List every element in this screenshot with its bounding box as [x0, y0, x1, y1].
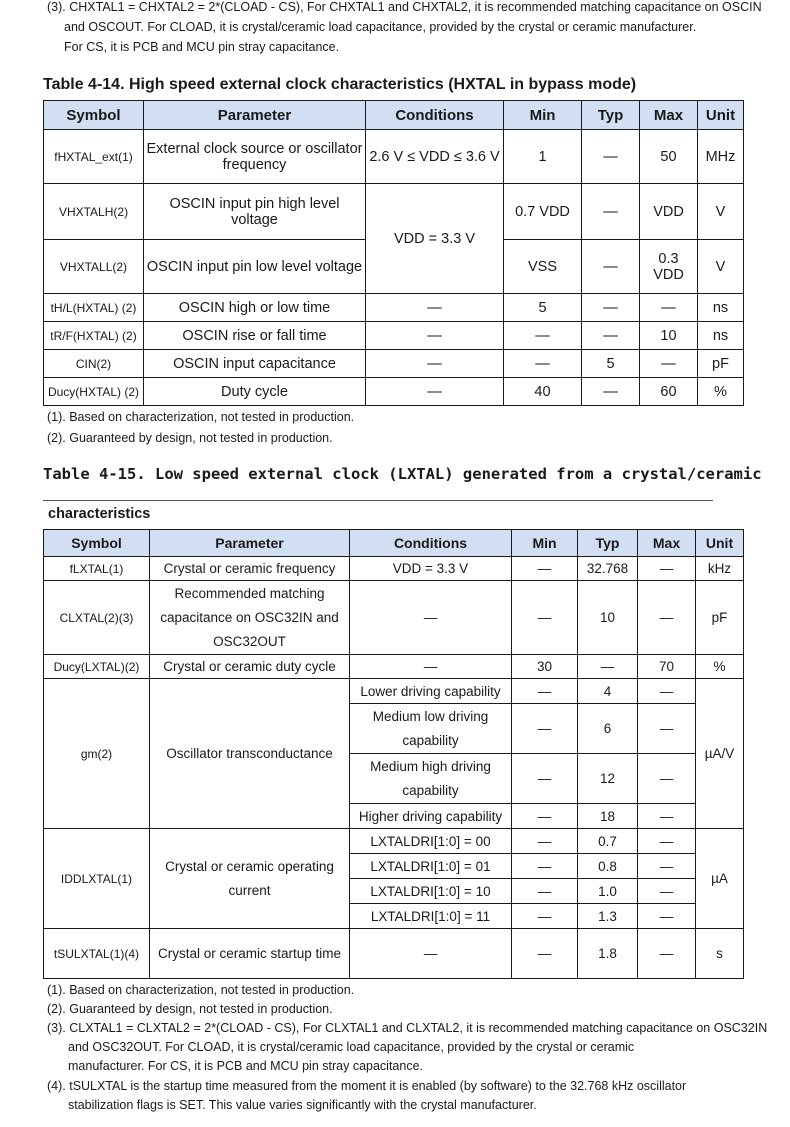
cell-conditions: —	[366, 322, 504, 350]
table-row	[44, 557, 744, 581]
cell-typ: 0.7	[578, 829, 638, 854]
cell-typ: 1.8	[578, 929, 638, 979]
cell-unit: ns	[698, 294, 744, 322]
table-header-row	[44, 530, 744, 557]
cell-parameter: External clock source or oscillator frequency	[144, 130, 366, 184]
header-symbol: Symbol	[44, 101, 144, 130]
cell-max: —	[638, 904, 696, 929]
cell-conditions: VDD = 3.3 V	[350, 557, 512, 581]
cell-min: —	[512, 879, 578, 904]
table-row	[44, 378, 744, 406]
header-max: Max	[640, 101, 698, 130]
cell-min: —	[512, 754, 578, 804]
cell-min: 5	[504, 294, 582, 322]
cell-min: 0.7 VDD	[504, 184, 582, 240]
cell-unit: %	[696, 655, 744, 679]
divider	[43, 500, 713, 501]
cell-symbol: VHXTALL(2)	[44, 240, 144, 294]
cell-min: —	[512, 854, 578, 879]
cell-conditions: LXTALDRI[1:0] = 11	[350, 904, 512, 929]
cell-typ: 1.0	[578, 879, 638, 904]
header-min: Min	[504, 101, 582, 130]
table-row	[44, 679, 744, 704]
table-14-note-2: (2). Guaranteed by design, not tested in production.	[47, 431, 333, 445]
cell-typ: 12	[578, 754, 638, 804]
cell-max: 0.3 VDD	[640, 240, 698, 294]
cell-min: —	[512, 679, 578, 704]
cell-max: —	[638, 581, 696, 655]
cell-min: —	[512, 704, 578, 754]
cell-parameter: OSCIN input pin high level voltage	[144, 184, 366, 240]
table-row	[44, 294, 744, 322]
cell-unit: µA/V	[696, 679, 744, 829]
cell-min: VSS	[504, 240, 582, 294]
cell-min: —	[512, 904, 578, 929]
cell-conditions: —	[366, 378, 504, 406]
cell-unit: ns	[698, 322, 744, 350]
header-min: Min	[512, 530, 578, 557]
cell-symbol: gm(2)	[44, 679, 150, 829]
cell-conditions: LXTALDRI[1:0] = 10	[350, 879, 512, 904]
cell-unit: V	[698, 240, 744, 294]
cell-max: —	[638, 879, 696, 904]
cell-max: 70	[638, 655, 696, 679]
table-15-note-4: (4). tSULXTAL is the startup time measured from the moment it is enabled (by software) to the 32.768 kHz oscillator	[47, 1079, 687, 1093]
cell-parameter: Crystal or ceramic duty cycle	[150, 655, 350, 679]
cell-max: VDD	[640, 184, 698, 240]
cell-min: —	[512, 557, 578, 581]
table-row	[44, 829, 744, 854]
cell-conditions: —	[366, 294, 504, 322]
table-15-title-cont: characteristics	[48, 506, 151, 522]
cell-unit: pF	[698, 350, 744, 378]
cell-conditions: Lower driving capability	[350, 679, 512, 704]
cell-max: —	[640, 294, 698, 322]
cell-min: —	[504, 350, 582, 378]
table-15-note-2: (2). Guaranteed by design, not tested in production.	[47, 1002, 333, 1016]
cell-max: —	[638, 829, 696, 854]
cell-conditions: —	[350, 655, 512, 679]
cell-max: —	[638, 804, 696, 829]
cell-unit: pF	[696, 581, 744, 655]
cell-min: —	[512, 581, 578, 655]
header-conditions: Conditions	[350, 530, 512, 557]
table-14-note-1: (1). Based on characterization, not tested in production.	[47, 410, 355, 424]
cell-unit: µA	[696, 829, 744, 929]
cell-symbol: fHXTAL_ext(1)	[44, 130, 144, 184]
cell-parameter: OSCIN high or low time	[144, 294, 366, 322]
cell-typ: 1.3	[578, 904, 638, 929]
table-15-note-1: (1). Based on characterization, not tested in production.	[47, 983, 355, 997]
cell-typ: —	[582, 240, 640, 294]
cell-conditions: LXTALDRI[1:0] = 01	[350, 854, 512, 879]
cell-max: 10	[640, 322, 698, 350]
cell-max: —	[638, 679, 696, 704]
cell-conditions: Medium low driving capability	[350, 704, 512, 754]
cell-symbol: fLXTAL(1)	[44, 557, 150, 581]
cell-min: —	[512, 929, 578, 979]
table-14-title: Table 4-14. High speed external clock characteristics (HXTAL in bypass mode)	[43, 76, 637, 93]
header-unit: Unit	[696, 530, 744, 557]
cell-typ: —	[582, 184, 640, 240]
header-parameter: Parameter	[144, 101, 366, 130]
header-parameter: Parameter	[150, 530, 350, 557]
cell-parameter: Crystal or ceramic startup time	[150, 929, 350, 979]
cell-unit: V	[698, 184, 744, 240]
cell-symbol: IDDLXTAL(1)	[44, 829, 150, 929]
table-15-note-4-cont: stabilization flags is SET. This value varies significantly with the crystal manufacturer.	[68, 1098, 537, 1112]
cell-min: —	[512, 804, 578, 829]
table-15-note-3: (3). CLXTAL1 = CLXTAL2 = 2*(CLOAD - CS), For CLXTAL1 and CLXTAL2, it is recommended matching capacitance on OSC32IN	[47, 1021, 768, 1035]
header-typ: Typ	[578, 530, 638, 557]
cell-typ: 32.768	[578, 557, 638, 581]
header-unit: Unit	[698, 101, 744, 130]
header-symbol: Symbol	[44, 530, 150, 557]
cell-conditions: —	[350, 929, 512, 979]
cell-typ: 0.8	[578, 854, 638, 879]
cell-conditions: Medium high driving capability	[350, 754, 512, 804]
note-3-line2: and OSCOUT. For CLOAD, it is crystal/ceramic load capacitance, provided by the crystal or ceramic manufacturer.	[64, 20, 697, 34]
cell-symbol: tR/F(HXTAL) (2)	[44, 322, 144, 350]
cell-symbol: tSULXTAL(1)(4)	[44, 929, 150, 979]
cell-parameter: OSCIN rise or fall time	[144, 322, 366, 350]
cell-unit: %	[698, 378, 744, 406]
cell-min: —	[504, 322, 582, 350]
cell-max: —	[638, 754, 696, 804]
cell-typ: 4	[578, 679, 638, 704]
header-conditions: Conditions	[366, 101, 504, 130]
cell-symbol: VHXTALH(2)	[44, 184, 144, 240]
cell-unit: s	[696, 929, 744, 979]
cell-min: 30	[512, 655, 578, 679]
cell-max: 50	[640, 130, 698, 184]
cell-symbol: CIN(2)	[44, 350, 144, 378]
cell-typ: —	[582, 130, 640, 184]
header-max: Max	[638, 530, 696, 557]
table-row	[44, 350, 744, 378]
cell-symbol: CLXTAL(2)(3)	[44, 581, 150, 655]
cell-conditions: —	[366, 350, 504, 378]
cell-max: —	[638, 704, 696, 754]
cell-conditions: LXTALDRI[1:0] = 00	[350, 829, 512, 854]
cell-symbol: tH/L(HXTAL) (2)	[44, 294, 144, 322]
cell-conditions: VDD = 3.3 V	[366, 184, 504, 294]
cell-typ: —	[582, 322, 640, 350]
cell-typ: —	[582, 378, 640, 406]
cell-min: 40	[504, 378, 582, 406]
cell-parameter: Crystal or ceramic frequency	[150, 557, 350, 581]
cell-min: —	[512, 829, 578, 854]
cell-max: —	[640, 350, 698, 378]
table-row	[44, 322, 744, 350]
cell-symbol: Ducy(LXTAL)(2)	[44, 655, 150, 679]
table-row	[44, 184, 744, 240]
table-15-title: Table 4-15. Low speed external clock (LXTAL) generated from a crystal/ceramic	[43, 465, 762, 483]
note-3-line1: (3). CHXTAL1 = CHXTAL2 = 2*(CLOAD - CS), For CHXTAL1 and CHXTAL2, it is recommended matching capacitance on OSCIN	[47, 0, 762, 14]
table-row	[44, 130, 744, 184]
cell-symbol: Ducy(HXTAL) (2)	[44, 378, 144, 406]
table-header-row	[44, 101, 744, 130]
cell-parameter: Recommended matching capacitance on OSC32IN and OSC32OUT	[150, 581, 350, 655]
cell-unit: kHz	[696, 557, 744, 581]
table-14	[43, 100, 744, 406]
cell-parameter: Duty cycle	[144, 378, 366, 406]
table-15-note-3-cont2: manufacturer. For CS, it is PCB and MCU pin stray capacitance.	[68, 1059, 423, 1073]
cell-typ: 6	[578, 704, 638, 754]
cell-max: 60	[640, 378, 698, 406]
table-15	[43, 529, 744, 979]
cell-min: 1	[504, 130, 582, 184]
cell-parameter: Crystal or ceramic operating current	[150, 829, 350, 929]
cell-typ: 10	[578, 581, 638, 655]
cell-typ: 5	[582, 350, 640, 378]
cell-parameter: OSCIN input capacitance	[144, 350, 366, 378]
table-row	[44, 929, 744, 979]
cell-max: —	[638, 854, 696, 879]
table-row	[44, 655, 744, 679]
header-typ: Typ	[582, 101, 640, 130]
cell-typ: —	[582, 294, 640, 322]
cell-conditions: Higher driving capability	[350, 804, 512, 829]
table-15-note-3-cont: and OSC32OUT. For CLOAD, it is crystal/ceramic load capacitance, provided by the crystal or ceramic	[68, 1040, 635, 1054]
cell-typ: —	[578, 655, 638, 679]
note-3-line3: For CS, it is PCB and MCU pin stray capacitance.	[64, 40, 340, 54]
cell-max: —	[638, 557, 696, 581]
cell-typ: 18	[578, 804, 638, 829]
cell-conditions: —	[350, 581, 512, 655]
table-row	[44, 581, 744, 655]
cell-unit: MHz	[698, 130, 744, 184]
cell-parameter: Oscillator transconductance	[150, 679, 350, 829]
cell-conditions: 2.6 V ≤ VDD ≤ 3.6 V	[366, 130, 504, 184]
cell-max: —	[638, 929, 696, 979]
cell-parameter: OSCIN input pin low level voltage	[144, 240, 366, 294]
